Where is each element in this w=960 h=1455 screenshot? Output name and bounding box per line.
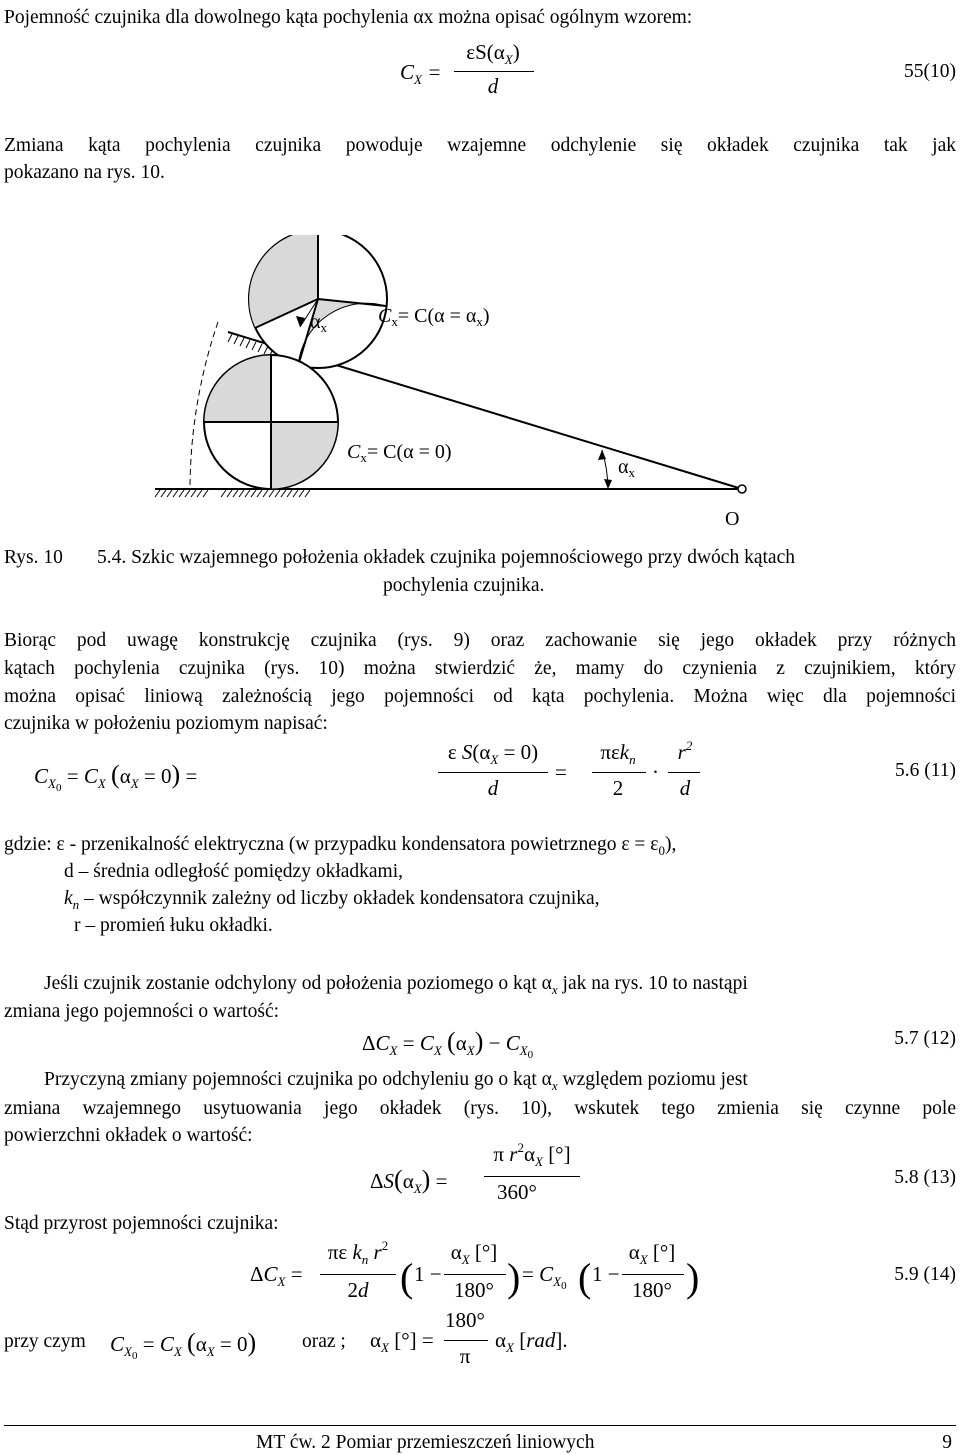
paragraph-4-line2: zmiana wzajemnego usytuowania jego okładek (rys. 10), wskutek tego zmienia się czynne pole <box>4 1098 956 1119</box>
eq12-number: 5.7 (12) <box>894 1028 956 1049</box>
paragraph-2-line3: można opisać liniową zależnością jego pojemności od kąta pochylenia. Można więc dla pojemności <box>4 686 956 707</box>
paragraph-4-line1: Przyczyną zmiany pojemności czujnika po odchyleniu go o kąt $\alpha_x$ względem poziomu jest <box>44 1069 748 1093</box>
gdzie-line4: r – promień łuku okładki. <box>74 915 273 936</box>
conversion-den: π <box>459 1344 471 1368</box>
paragraph-3-line2: zmiana jego pojemności o wartość: <box>4 1001 280 1022</box>
paragraph-3-line1: Jeśli czujnik zostanie odchylony od położenia poziomego o kąt $\alpha_x$ jak na rys. 10 to nastąpi <box>44 973 748 997</box>
eq14-paren3: ( <box>578 1255 592 1300</box>
page-number: 9 <box>942 1432 952 1453</box>
label-alpha-top: $\alpha_x$ <box>310 311 327 335</box>
footer-title: MT ćw. 2 Pomiar przemieszczeń liniowych <box>256 1432 595 1453</box>
conversion-rhs: $\alpha_X$ [rad]. <box>495 1328 568 1355</box>
przy-czym-label: przy czym <box>4 1331 86 1352</box>
eq13-num: π $r^2\alpha_X$ [°] <box>493 1140 571 1169</box>
stad-text: Stąd przyrost pojemności czujnika: <box>4 1213 279 1234</box>
fraction-bar <box>444 1340 488 1341</box>
eq14-num1: πε $k_n$ $r^2$ <box>327 1238 389 1267</box>
paragraph-2-line4: czujnika w położeniu poziomym napisać: <box>4 713 328 734</box>
caption-line1: 5.4. Szkic wzajemnego położenia okładek czujnika pojemnościowego przy dwóch kątach <box>97 547 795 568</box>
eq11-den1: d <box>487 776 499 800</box>
eq10-number: 55(10) <box>904 61 956 82</box>
eq14-den3: 180° <box>632 1278 672 1302</box>
gdzie-line2: d – średnia odległość pomiędzy okładkami, <box>64 861 404 882</box>
fraction-bar <box>592 772 646 773</box>
eq11-number: 5.6 (11) <box>894 760 956 781</box>
paragraph-1-line2: pokazano na rys. 10. <box>4 162 165 183</box>
gdzie-line1: gdzie: ε - przenikalność elektryczna (w przypadku kondensatora powietrznego $\varepsilon = \varepsilon_0$), <box>4 834 677 858</box>
conversion-lhs: $\alpha_X$ [°] = <box>370 1328 434 1355</box>
eq11-num3: $r^2$ <box>677 738 693 764</box>
eq14-paren1: ( <box>400 1255 414 1300</box>
eq11-dot: · <box>652 760 659 784</box>
eq10-denominator: d <box>487 74 499 98</box>
eq14-paren4: ) <box>686 1255 700 1300</box>
caption-number: Rys. 10 <box>4 547 63 568</box>
eq14-num2: $\alpha_X$ [°] <box>450 1240 498 1267</box>
eq14-num3: $\alpha_X$ [°] <box>628 1240 676 1267</box>
footer-rule <box>4 1425 956 1426</box>
eq13-lhs: $\Delta S(\alpha_X)$ = <box>370 1165 448 1196</box>
conversion-num: 180° <box>445 1308 485 1332</box>
eq11-num1: ε $S(\alpha_X = 0)$ <box>447 740 539 767</box>
eq11-den2: 2 <box>612 776 624 800</box>
figure-tilt-sketch <box>150 235 790 535</box>
pivot-point <box>738 485 746 493</box>
fraction-bar <box>320 1274 396 1275</box>
fraction-bar <box>454 71 534 72</box>
oraz-label: oraz ; <box>302 1331 346 1352</box>
eq14-one1: 1 − <box>414 1262 442 1286</box>
label-alpha-right: $\alpha_x$ <box>618 456 635 480</box>
label-cx-bottom: $C_x= C(\alpha = 0)$ <box>347 441 452 465</box>
fraction-bar <box>484 1176 580 1177</box>
paragraph-2-line1: Biorąc pod uwagę konstrukcję czujnika (rys. 9) oraz zachowanie się jego okładek przy różnych <box>4 630 956 651</box>
label-cx-top: $C_x= C(\alpha = \alpha_x)$ <box>378 305 490 329</box>
eq10-lhs: $C_X$ = <box>400 60 442 87</box>
eq14-paren2: ) <box>507 1255 521 1300</box>
fraction-bar <box>444 1274 506 1275</box>
paragraph-4-line3: powierzchni okładek o wartość: <box>4 1125 253 1146</box>
przy-czym-expr: $C_{X0} = C_X$ $(\alpha_X = 0)$ <box>110 1328 257 1362</box>
eq11-expression: $C_{X0} = C_X$ $(\alpha_X = 0)$ = <box>34 760 198 794</box>
fraction-bar <box>438 772 548 773</box>
eq10-numerator: $\varepsilon S(\alpha_X)$ <box>466 40 520 67</box>
eq14-number: 5.9 (14) <box>894 1264 956 1285</box>
eq13-number: 5.8 (13) <box>894 1167 956 1188</box>
eq12-expression: $\Delta C_X = C_X$ $(\alpha_X) - C_{X0}$ <box>362 1027 534 1061</box>
eq13-den: 360° <box>497 1180 537 1204</box>
sensor-tilted <box>249 235 387 368</box>
label-o: O <box>725 508 740 530</box>
caption-line2: pochylenia czujnika. <box>383 575 545 596</box>
fraction-bar <box>622 1274 684 1275</box>
eq14-lhs: $\Delta C_X$ = <box>250 1262 303 1289</box>
eq14-one2: 1 − <box>592 1262 620 1286</box>
intro-text: Pojemność czujnika dla dowolnego kąta pochylenia αx można opisać ogólnym wzorem: <box>4 7 693 28</box>
eq11-den3: d <box>679 776 691 800</box>
paragraph-1-line1: Zmiana kąta pochylenia czujnika powoduje wzajemne odchylenie się okładek czujnika tak jak <box>4 135 956 156</box>
paragraph-2-line2: kątach pochylenia czujnika (rys. 10) można stwierdzić że, mamy do czynienia z czujnikiem, który <box>4 658 956 679</box>
sensor-horizontal <box>204 355 338 489</box>
fraction-bar <box>668 772 700 773</box>
eq14-den2: 180° <box>454 1278 494 1302</box>
eq14-mid: = $C_{X0}$ <box>522 1262 567 1292</box>
eq11-equals: = <box>555 760 567 784</box>
gdzie-line3: $k_n$ – współczynnik zależny od liczby okładek kondensatora czujnika, <box>64 888 600 912</box>
eq14-den1: 2d <box>347 1278 369 1302</box>
eq11-num2: πεk$_n$ <box>600 740 636 767</box>
horizontal-hatching <box>155 490 310 497</box>
